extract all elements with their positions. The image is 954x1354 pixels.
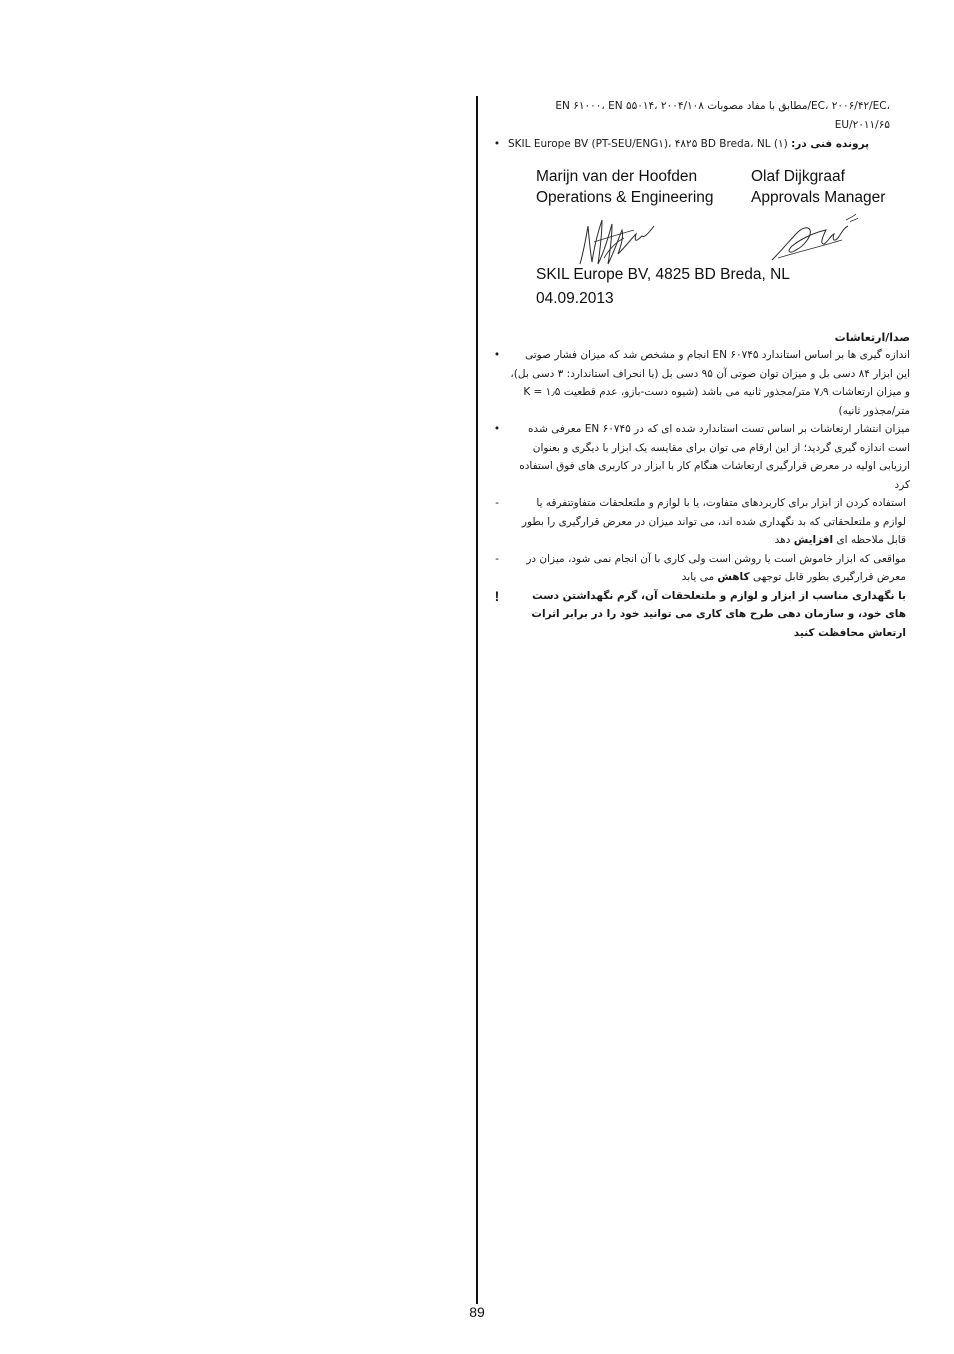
conformity-directive-line: EU/۲۰۱۱/۶۵ (834, 119, 890, 131)
conformity-standards-line: EN ۶۱۰۰۰، EN ۵۵۰۱۴، مطابق با مفاد مصوبات ۲۰۰۴/۱۰۸/EC، ۲۰۰۶/۴۲/EC، (555, 100, 890, 112)
list-item-text (510, 550, 910, 587)
signature-2-image (768, 210, 860, 266)
dash-icon: - (495, 552, 499, 565)
text-segment: استفاده کردن از ابزار برای کاربردهای متفاوت، یا با لوازم و ملتعلحقات متفاوتتفرقه یا لوازم و ملتعلحقاتی که بد نگهداری شده اند، می تواند میزان در معرض قرارگیری را بطور قابل ملاحظه ای (521, 497, 906, 546)
signatory-name: Olaf Dijkgraaf (751, 168, 845, 185)
signature-1-image (574, 212, 658, 270)
signatory-title: Operations & Engineering (536, 189, 714, 206)
signatory-title: Approvals Manager (751, 189, 886, 206)
warning-text: با نگهداری مناسب از ابزار و لوازم و ملتعلحقات آن، گرم نگهداشتن دست های خود، و سازمان دهی طرح های کاری می توانید خود را در برابر اثرات ارتعاش محافظت کنید (531, 589, 906, 639)
dash-icon: - (495, 497, 499, 509)
signatory-1 (536, 166, 714, 208)
bullet-icon: • (493, 138, 501, 150)
company-address: SKIL Europe BV, 4825 BD Breda, NL (536, 266, 790, 283)
text-segment: دهد (774, 534, 791, 546)
list-item-text (510, 494, 910, 550)
list-item (490, 420, 910, 494)
technical-file-line (492, 136, 910, 153)
emphasis-decrease: کاهش (717, 571, 750, 583)
list-item-text: میزان انتشار ارتعاشات بر اساس تست استاندارد شده ای که در EN ۶۰۷۴۵ معرفی شده است اندازه گیری گردید؛ از این ارقام می توان برای مقایسه یک ابزار با دیگری و بعنوان ارزیابی اولیه در معرض قرارگیری ارتعاشات هنگام کار با ابزار در کاربری های فوق استفاده کرد (519, 423, 910, 491)
warning-item (490, 587, 910, 643)
company-block (536, 263, 790, 311)
declaration-date: 04.09.2013 (536, 290, 614, 307)
bullet-icon: • (493, 423, 501, 435)
bullet-icon: • (493, 349, 501, 361)
list-item (490, 346, 910, 420)
page-number: 89 (469, 1304, 485, 1320)
list-item-text: اندازه گیری ها بر اساس استاندارد EN ۶۰۷۴۵ انجام و مشخص شد که میزان فشار صوتی این ابزار ۸۴ دسی بل و میزان توان صوتی آن ۹۵ دسی بل (با انحراف استاندارد: ۳ دسی بل)، و میزان ارتعاشات ۷٫۹ متر/مجذور ثانیه می باشد (شیوه دست-بازو، عدم قطعیت K = ۱٫۵ متر/مجذور ثانیه) (510, 349, 910, 417)
signatory-name: Marijn van der Hoofden (536, 168, 698, 185)
technical-file-label: پرونده فنی در: (791, 138, 870, 150)
emphasis-increase: افزایش (793, 534, 834, 546)
noise-vibration-body (490, 346, 910, 642)
column-divider (476, 96, 478, 1304)
warning-icon: ! (494, 587, 500, 604)
text-segment: مواقعی که ابزار خاموش است یا روشن است ولی کاری با آن انجام نمی شود، میزان در معرض قرارگیری بطور قابل توجهی (526, 552, 906, 583)
technical-file-value: (۱) SKIL Europe BV (PT-SEU/ENG۱)، ۴۸۲۵ BD Breda، NL (508, 138, 788, 150)
signatory-2 (751, 166, 885, 208)
dash-list-item (490, 550, 910, 587)
section-title-noise-vibration: صدا/ارتعاشات (834, 331, 910, 344)
text-segment: می یابد (681, 571, 715, 583)
dash-list-item (490, 494, 910, 550)
